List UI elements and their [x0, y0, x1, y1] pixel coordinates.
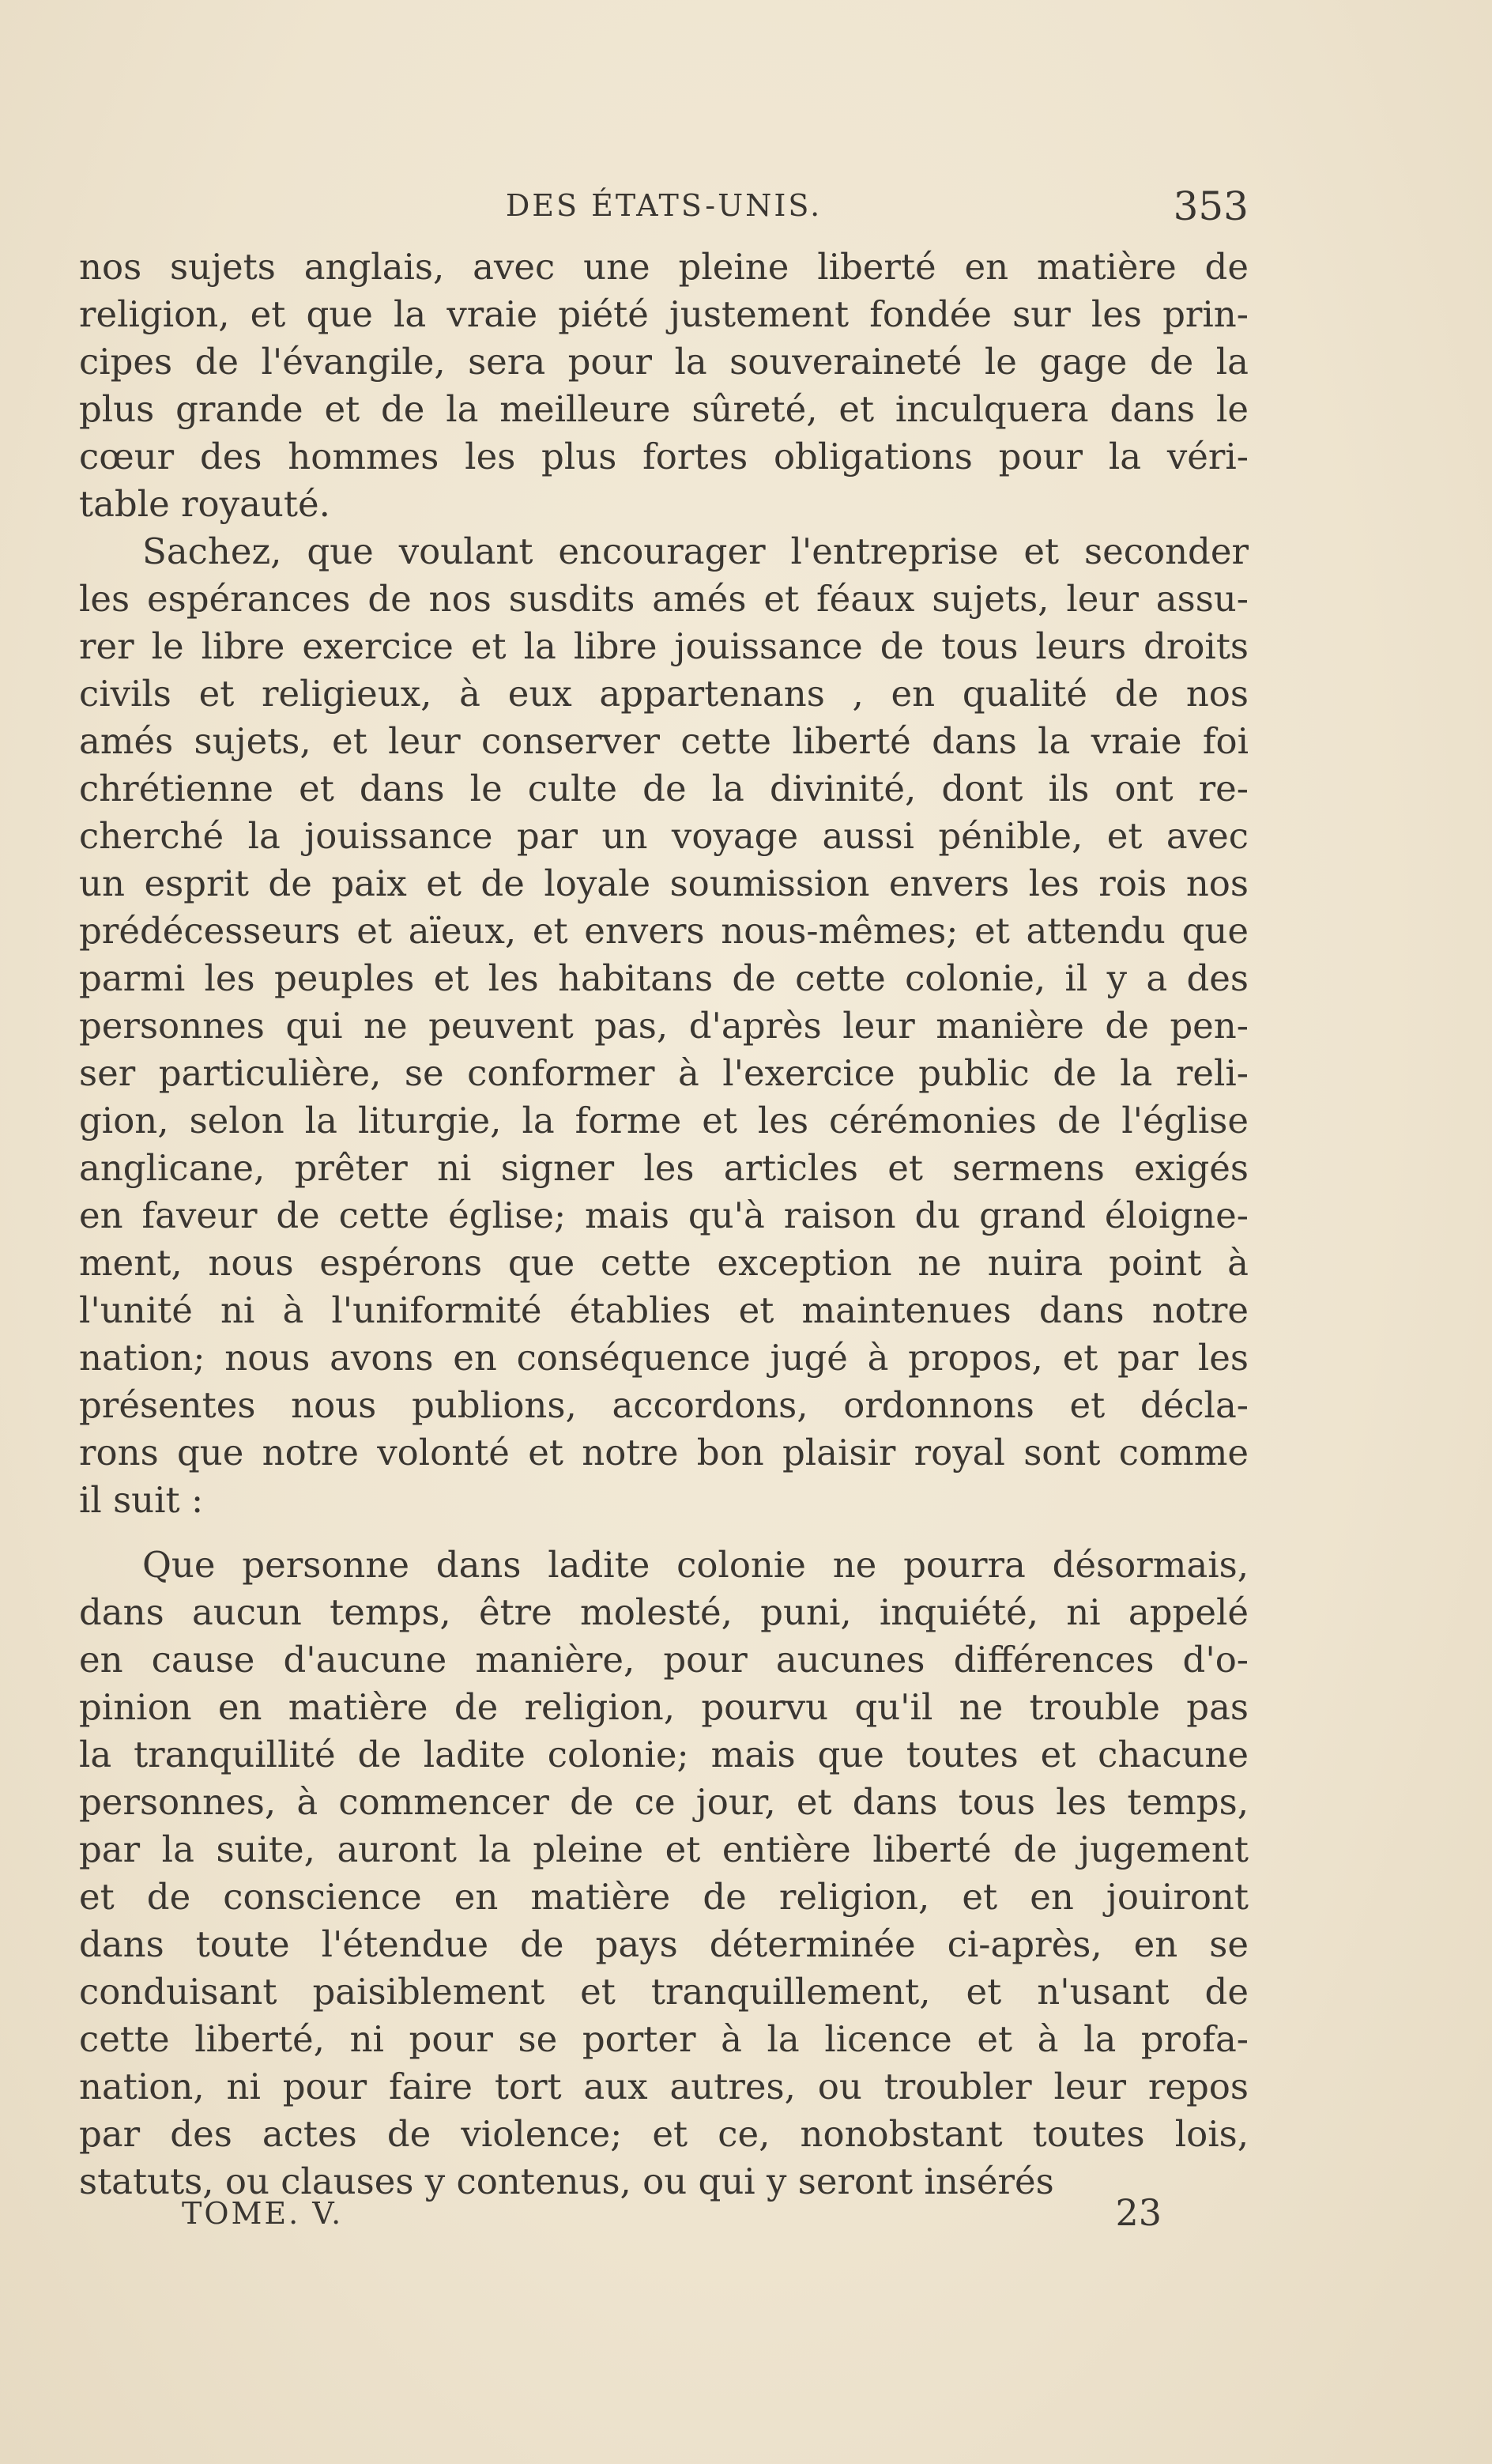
text-line: anglicane, prêter ni signer les articles et sermens exigés [79, 1147, 1249, 1189]
running-head [79, 183, 1249, 231]
text-line: parmi les peuples et les habitans de cette colonie, il y a des [79, 957, 1249, 999]
text-line: nation; nous avons en conséquence jugé à propos, et par les [79, 1337, 1249, 1379]
volume-signature: TOME. V. [182, 2196, 344, 2231]
text-line: rer le libre exercice et la libre jouissance de tous leurs droits [79, 625, 1249, 667]
text-line: cherché la jouissance par un voyage aussi pénible, et avec [79, 815, 1249, 857]
text-line: en cause d'aucune manière, pour aucunes différences d'o- [79, 1639, 1249, 1681]
text-line: cette liberté, ni pour se porter à la licence et à la profa- [79, 2018, 1249, 2060]
text-line: par la suite, auront la pleine et entière liberté de jugement [79, 1828, 1249, 1870]
text-line: plus grande et de la meilleure sûreté, et inculquera dans le [79, 388, 1249, 430]
text-line: et de conscience en matière de religion, et en jouiront [79, 1876, 1249, 1918]
text-line: ser particulière, se conformer à l'exercice public de la reli- [79, 1052, 1249, 1094]
text-line: ment, nous espérons que cette exception ne nuira point à [79, 1242, 1249, 1284]
text-line: nos sujets anglais, avec une pleine liberté en matière de [79, 246, 1249, 288]
text-line: la tranquillité de ladite colonie; mais que toutes et chacune [79, 1734, 1249, 1775]
text-line: conduisant paisiblement et tranquillement, et n'usant de [79, 1971, 1249, 2013]
text-line: gion, selon la liturgie, la forme et les cérémonies de l'église [79, 1100, 1249, 1141]
running-title: DES ÉTATS-UNIS. [505, 188, 823, 223]
text-line: nation, ni pour faire tort aux autres, ou troubler leur repos [79, 2066, 1249, 2107]
text-line: personnes, à commencer de ce jour, et dans tous les temps, [79, 1781, 1249, 1823]
text-line: personnes qui ne peuvent pas, d'après leur manière de pen- [79, 1005, 1249, 1047]
text-line: pinion en matière de religion, pourvu qu'il ne trouble pas [79, 1686, 1249, 1728]
text-line: table royauté. [79, 483, 330, 525]
text-line: statuts, ou clauses y contenus, ou qui y seront insérés [79, 2160, 1054, 2202]
text-line: chrétienne et dans le culte de la divinité, dont ils ont re- [79, 768, 1249, 809]
paragraph [79, 1541, 1249, 2206]
text-line: Sachez, que voulant encourager l'entreprise et seconder [142, 530, 1249, 572]
text-line: en faveur de cette église; mais qu'à raison du grand éloigne- [79, 1194, 1249, 1236]
text-line: un esprit de paix et de loyale soumission envers les rois nos [79, 862, 1249, 904]
text-line: prédécesseurs et aïeux, et envers nous-mêmes; et attendu que [79, 910, 1249, 952]
body-text [79, 243, 1249, 2206]
text-line: l'unité ni à l'uniformité établies et maintenues dans notre [79, 1289, 1249, 1331]
paragraph [79, 528, 1249, 1524]
page-number: 353 [1173, 183, 1249, 229]
paragraph-gap [79, 1524, 1249, 1541]
text-line: cipes de l'évangile, sera pour la souveraineté le gage de la [79, 341, 1249, 383]
page-footer [79, 2191, 1249, 2243]
text-line: civils et religieux, à eux appartenans , en qualité de nos [79, 673, 1249, 715]
text-line: Que personne dans ladite colonie ne pourra désormais, [142, 1544, 1249, 1586]
text-line: religion, et que la vraie piété justement fondée sur les prin- [79, 293, 1249, 335]
text-line: par des actes de violence; et ce, nonobstant toutes lois, [79, 2113, 1249, 2155]
text-line: amés sujets, et leur conserver cette liberté dans la vraie foi [79, 720, 1249, 762]
text-line: dans toute l'étendue de pays déterminée ci-après, en se [79, 1923, 1249, 1965]
text-line: dans aucun temps, être molesté, puni, inquiété, ni appelé [79, 1591, 1249, 1633]
text-line: il suit : [79, 1479, 204, 1521]
paragraph [79, 243, 1249, 528]
text-line: les espérances de nos susdits amés et féaux sujets, leur assu- [79, 578, 1249, 620]
signature-mark: 23 [1115, 2191, 1162, 2234]
text-line: rons que notre volonté et notre bon plaisir royal sont comme [79, 1432, 1249, 1473]
text-line: présentes nous publions, accordons, ordonnons et décla- [79, 1384, 1249, 1426]
text-line: cœur des hommes les plus fortes obligations pour la véri- [79, 436, 1249, 477]
